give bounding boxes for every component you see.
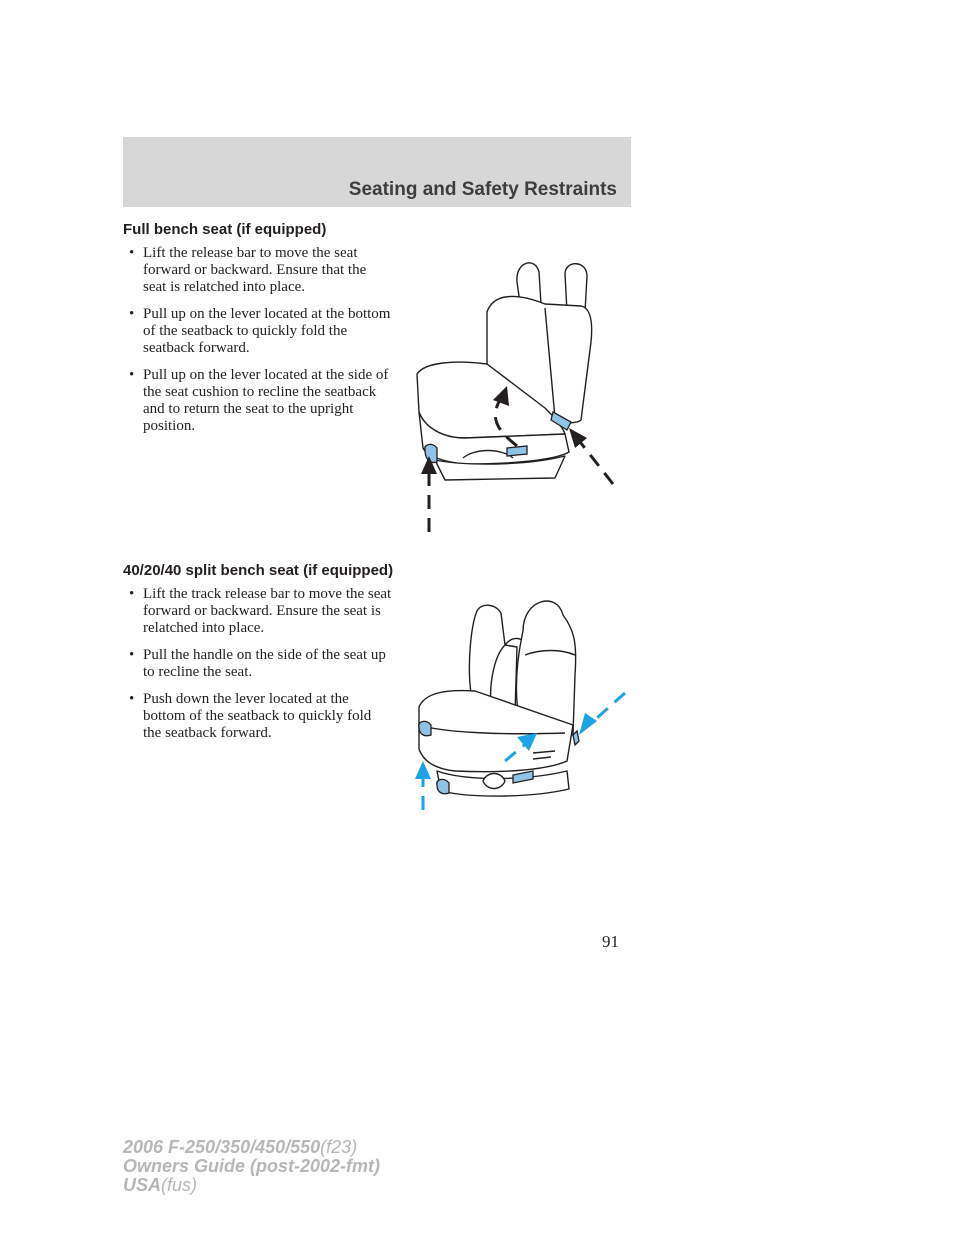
recliner-knob xyxy=(483,774,505,789)
recline-arrow-line xyxy=(577,438,613,484)
footer-line-2: Owners Guide (post-2002-fmt) xyxy=(123,1156,381,1176)
bullet-text: Lift the release bar to move the seat forward or backward. Ensure that the seat is relatched into place. xyxy=(143,245,367,295)
footer-line-1 xyxy=(123,1138,380,1157)
bullet-icon: • xyxy=(129,647,135,663)
list-item xyxy=(123,647,393,681)
bullet-text: Push down the lever located at the bottom of the seatback to quickly fold the seatback forward. xyxy=(143,691,372,741)
bullet-text: Lift the track release bar to move the seat forward or backward. Ensure the seat is relatched into place. xyxy=(143,586,392,636)
seatback-fold-lever xyxy=(507,446,527,456)
bullet-list-full-bench xyxy=(123,245,393,445)
footer-model-code: (f23) xyxy=(320,1137,358,1157)
list-item xyxy=(123,367,393,435)
bullet-text: Pull up on the lever located at the side of the seat cushion to recline the seatback and to return the seat to the upright position. xyxy=(143,367,389,434)
list-item xyxy=(123,691,393,742)
header-band xyxy=(123,137,631,207)
bullet-icon: • xyxy=(129,306,135,322)
document-footer xyxy=(123,1138,380,1195)
arrow-head-icon xyxy=(415,761,431,779)
arrow-head-icon xyxy=(579,713,597,735)
bullet-icon: • xyxy=(129,586,135,602)
split-bench-seat-illustration xyxy=(405,585,630,815)
section-heading-full-bench: Full bench seat (if equipped) xyxy=(123,221,327,238)
footer-market: USA xyxy=(123,1175,162,1195)
footer-market-code: (fus) xyxy=(161,1175,198,1195)
list-item xyxy=(123,586,393,637)
page-section-title: Seating and Safety Restraints xyxy=(348,179,617,200)
bullet-list-split-bench xyxy=(123,586,393,752)
list-item xyxy=(123,245,393,296)
release-bar-lever xyxy=(425,444,437,462)
footer-model: 2006 F-250/350/450/550 xyxy=(123,1137,321,1157)
track-release-bar xyxy=(437,779,449,793)
page-number: 91 xyxy=(602,932,619,951)
bullet-text: Pull the handle on the side of the seat up to recline the seat. xyxy=(143,647,386,680)
bullet-icon: • xyxy=(129,691,135,707)
bullet-icon: • xyxy=(129,245,135,261)
list-item xyxy=(123,306,393,357)
side-lever-left xyxy=(419,721,431,735)
footer-line-3 xyxy=(123,1176,380,1195)
recline-handle xyxy=(573,731,579,745)
section-heading-split-bench: 40/20/40 split bench seat (if equipped) xyxy=(123,562,394,579)
bullet-icon: • xyxy=(129,367,135,383)
full-bench-seat-illustration xyxy=(405,252,630,537)
bullet-text: Pull up on the lever located at the bottom of the seatback to quickly fold the seatback forward. xyxy=(143,306,391,356)
